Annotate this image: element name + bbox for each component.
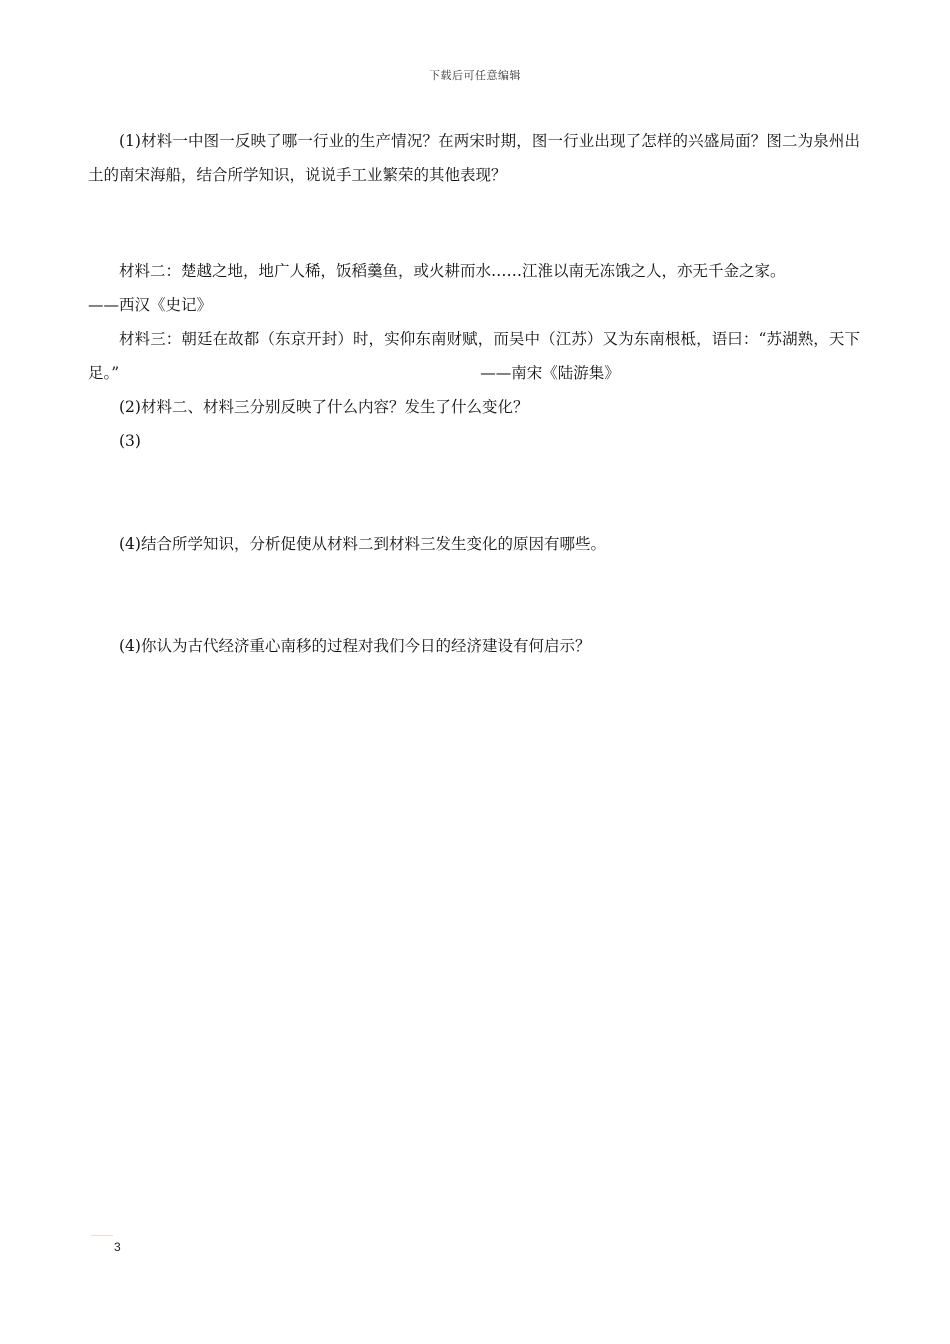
footer-divider: [91, 1235, 113, 1236]
question-3: (3): [119, 432, 141, 450]
question-1: (1)材料一中图一反映了哪一行业的生产情况？在两宋时期，图一行业出现了怎样的兴盛局面？图二为泉州出土的南宋海船，结合所学知识，说说手工业繁荣的其他表现？: [88, 132, 860, 184]
material-2-source: ——西汉《史记》: [88, 296, 213, 314]
question-2: (2)材料二、材料三分别反映了什么内容？发生了什么变化？: [119, 398, 529, 416]
material-3-body: 材料三：朝廷在故都（东京开封）时，实仰东南财赋，而吴中（江苏）又为东南根柢，语曰：“苏湖熟，天下足。”: [88, 330, 860, 382]
answer-space-4a: [88, 561, 860, 629]
page-number: 3: [114, 1240, 121, 1254]
material-3-text: [88, 322, 860, 390]
page-header: 下载后可任意编辑: [429, 69, 521, 82]
answer-space-1: [88, 192, 860, 254]
answer-space-3: [88, 458, 860, 527]
material-3-source: ——南宋《陆游集》: [480, 364, 620, 382]
material-2-text: 材料二：楚越之地，地广人稀，饭稻羹鱼，或火耕而水……江淮以南无冻饿之人，亦无千金之家。: [119, 262, 786, 280]
document-body: [88, 124, 860, 663]
question-4b: (4)你认为古代经济重心南移的过程对我们今日的经济建设有何启示？: [119, 637, 591, 655]
question-4a: (4)结合所学知识，分析促使从材料二到材料三发生变化的原因有哪些。: [119, 535, 606, 553]
